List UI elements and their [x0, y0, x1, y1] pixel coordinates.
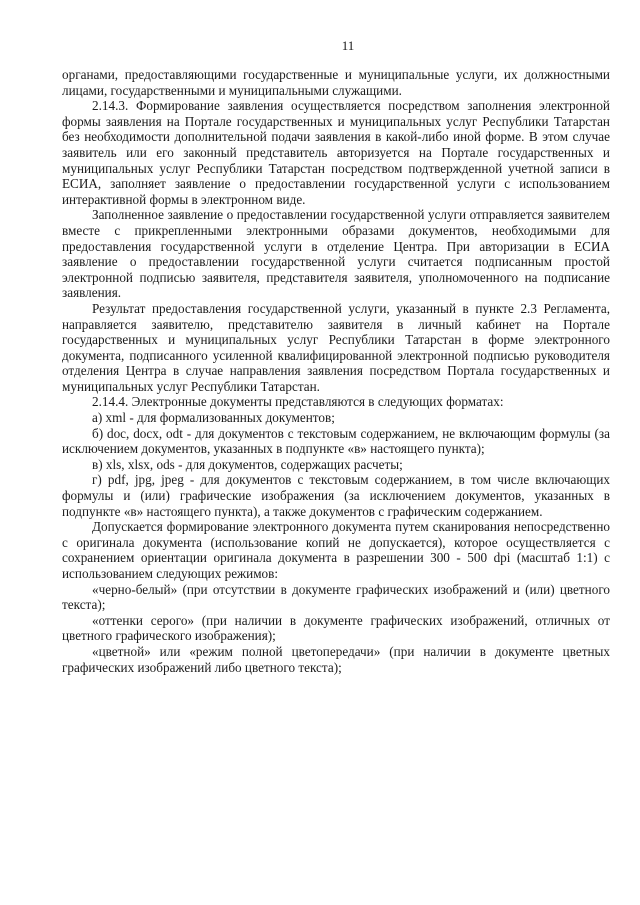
list-item-v: в) xls, xlsx, ods - для документов, содержащих расчеты; [92, 456, 403, 472]
paragraph-submitted-application: Заполненное заявление о предоставлении государственной услуги отправляется заявителем вместе с прикрепленными электронными образами документов, необходимыми для предоставления государственной услуги в отделение Центра. При авторизации в ЕСИА заявление о предоставлении государственной услуги считается подписанным простой электронной подписью заявителя, представителя заявителя, уполномоченного на подписание заявления. [62, 207, 610, 301]
mode-black-white: «черно-белый» (при отсутствии в документе графических изображений и (или) цветного текста); [62, 581, 610, 613]
list-item-a: а) xml - для формализованных документов; [92, 410, 335, 426]
paragraph-continuation: органами, предоставляющими государственные и муниципальные услуги, их должностными лицами, государственными и муниципальными служащими. [62, 67, 610, 98]
paragraph-2-14-3: 2.14.3. Формирование заявления осуществляется посредством заполнения электронной формы заявления на Портале государственных и муниципальных услуг Республики Татарстан без необходимости дополнительной подачи заявления в какой-либо иной форме. В этом случае заявитель или его законный представитель авторизуется на Портале государственных и муниципальных услуг Республики Татарстан посредством подтвержденной учетной записи в ЕСИА, заполняет заявление о предоставлении государственной услуги с использованием интерактивной формы в электронном виде. [62, 98, 610, 207]
paragraph-service-result: Результат предоставления государственной услуги, указанный в пункте 2.3 Регламента, направляется заявителю, представителю заявителя в личный кабинет на Портале государственных и муниципальных услуг Республики Татарстан в форме электронного документа, подписанного усиленной квалифицированной электронной подписью руководителя отделения Центра в случае направления заявления посредством Портала государственных и муниципальных услуг Республики Татарстан. [62, 300, 610, 394]
paragraph-2-14-4: 2.14.4. Электронные документы представляются в следующих форматах: [92, 394, 504, 410]
paragraph-scanning: Допускается формирование электронного документа путем сканирования непосредственно с оригинала документа (использование копий не допускается), которое осуществляется с сохранением ориентации оригинала документа в разрешении 300 - 500 dpi (масштаб 1:1) с использованием следующих режимов: [62, 519, 610, 581]
mode-grayscale: «оттенки серого» (при наличии в документе графических изображений, отличных от цветного графического изображения); [62, 612, 610, 644]
list-item-g: г) pdf, jpg, jpeg - для документов с текстовым содержанием, в том числе включающих формулы и (или) графические изображения (за исключением документов, указанных в подпункте «в» настоящего пункта), а также документов с графическим содержанием. [62, 472, 610, 519]
list-item-b: б) doc, docx, odt - для документов с текстовым содержанием, не включающим формулы (за исключением документов, указанных в подпункте «в» настоящего пункта); [62, 425, 610, 457]
mode-color: «цветной» или «режим полной цветопередачи» (при наличии в документе цветных графических изображений либо цветного текста); [62, 643, 610, 675]
page-number: 11 [341, 38, 355, 53]
